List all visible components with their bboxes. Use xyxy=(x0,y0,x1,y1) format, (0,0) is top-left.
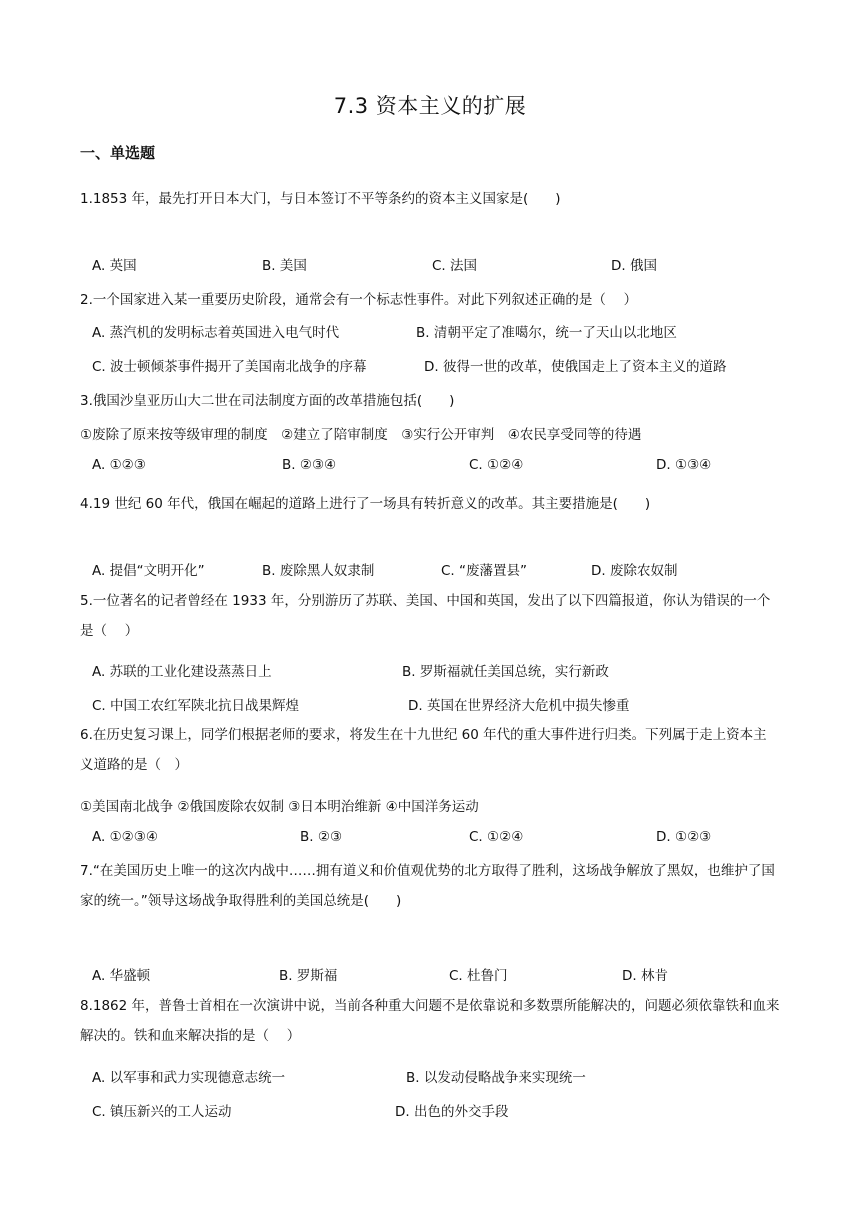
page-title: 7.3 资本主义的扩展 xyxy=(333,94,527,118)
q8-option-a[interactable]: A. 以军事和武力实现德意志统一 xyxy=(92,1070,286,1086)
q5-option-d[interactable]: D. 英国在世界经济大危机中损失惨重 xyxy=(408,698,630,714)
section-heading: 一、单选题 xyxy=(80,144,156,162)
q7-option-b[interactable]: B. 罗斯福 xyxy=(279,968,338,984)
question-8-stem: 8.1862 年，普鲁士首相在一次演讲中说，当前各种重大问题不是依靠说和多数票所能解决的，问题必须依靠铁和血来解决的。铁和血来解决指的是（ ） xyxy=(80,998,780,1044)
q2-option-d[interactable]: D. 彼得一世的改革，使俄国走上了资本主义的道路 xyxy=(424,359,727,375)
q7-option-a[interactable]: A. 华盛顿 xyxy=(92,968,151,984)
question-3-stem: 3.俄国沙皇亚历山大二世在司法制度方面的改革措施包括( ) xyxy=(80,393,455,409)
q1-option-a[interactable]: A. 英国 xyxy=(92,258,137,274)
question-3-items: ①废除了原来按等级审理的制度 ②建立了陪审制度 ③实行公开审判 ④农民享受同等的待遇 xyxy=(80,427,642,443)
q7-option-c[interactable]: C. 杜鲁门 xyxy=(449,968,508,984)
q7-option-d[interactable]: D. 林肯 xyxy=(622,968,668,984)
q5-option-c[interactable]: C. 中国工农红军陕北抗日战果辉煌 xyxy=(92,698,300,714)
q4-option-a[interactable]: A. 提倡“文明开化” xyxy=(92,563,205,579)
q1-option-c[interactable]: C. 法国 xyxy=(432,258,478,274)
q1-option-d[interactable]: D. 俄国 xyxy=(611,258,657,274)
q8-option-c[interactable]: C. 镇压新兴的工人运动 xyxy=(92,1104,232,1120)
q2-option-c[interactable]: C. 波士顿倾茶事件揭开了美国南北战争的序幕 xyxy=(92,359,367,375)
question-6-stem: 6.在历史复习课上，同学们根据老师的要求，将发生在十九世纪 60 年代的重大事件进行归类。下列属于走上资本主义道路的是（ ） xyxy=(80,727,767,773)
question-2-stem: 2.一个国家进入某一重要历史阶段，通常会有一个标志性事件。对此下列叙述正确的是（ ） xyxy=(80,292,638,308)
q4-option-b[interactable]: B. 废除黑人奴隶制 xyxy=(262,563,375,579)
q2-option-a[interactable]: A. 蒸汽机的发明标志着英国进入电气时代 xyxy=(92,325,340,341)
q4-option-c[interactable]: C. “废藩置县” xyxy=(441,563,527,579)
q6-option-c[interactable]: C. ①②④ xyxy=(469,829,524,845)
q1-option-b[interactable]: B. 美国 xyxy=(262,258,307,274)
q5-option-a[interactable]: A. 苏联的工业化建设蒸蒸日上 xyxy=(92,664,272,680)
q6-option-a[interactable]: A. ①②③④ xyxy=(92,829,158,845)
question-5-stem: 5.一位著名的记者曾经在 1933 年，分别游历了苏联、美国、中国和英国，发出了以下四篇报道，你认为错误的一个是（ ） xyxy=(80,593,771,639)
q3-option-d[interactable]: D. ①③④ xyxy=(656,457,712,473)
question-1-stem: 1.1853 年，最先打开日本大门，与日本签订不平等条约的资本主义国家是( ) xyxy=(80,191,561,207)
q5-option-b[interactable]: B. 罗斯福就任美国总统，实行新政 xyxy=(402,664,609,680)
q3-option-a[interactable]: A. ①②③ xyxy=(92,457,146,473)
q2-option-b[interactable]: B. 清朝平定了准噶尔，统一了天山以北地区 xyxy=(416,325,677,341)
q6-option-b[interactable]: B. ②③ xyxy=(300,829,343,845)
q8-option-d[interactable]: D. 出色的外交手段 xyxy=(395,1104,509,1120)
q3-option-c[interactable]: C. ①②④ xyxy=(469,457,524,473)
question-4-stem: 4.19 世纪 60 年代，俄国在崛起的道路上进行了一场具有转折意义的改革。其主要措施是( ) xyxy=(80,496,651,512)
q4-option-d[interactable]: D. 废除农奴制 xyxy=(591,563,678,579)
question-7-stem: 7.“在美国历史上唯一的这次内战中……拥有道义和价值观优势的北方取得了胜利，这场战争解放了黑奴，也维护了国家的统一。”领导这场战争取得胜利的美国总统是( ) xyxy=(80,863,775,909)
q3-option-b[interactable]: B. ②③④ xyxy=(282,457,337,473)
question-6-items: ①美国南北战争 ②俄国废除农奴制 ③日本明治维新 ④中国洋务运动 xyxy=(80,799,479,815)
q8-option-b[interactable]: B. 以发动侵略战争来实现统一 xyxy=(406,1070,586,1086)
q6-option-d[interactable]: D. ①②③ xyxy=(656,829,712,845)
